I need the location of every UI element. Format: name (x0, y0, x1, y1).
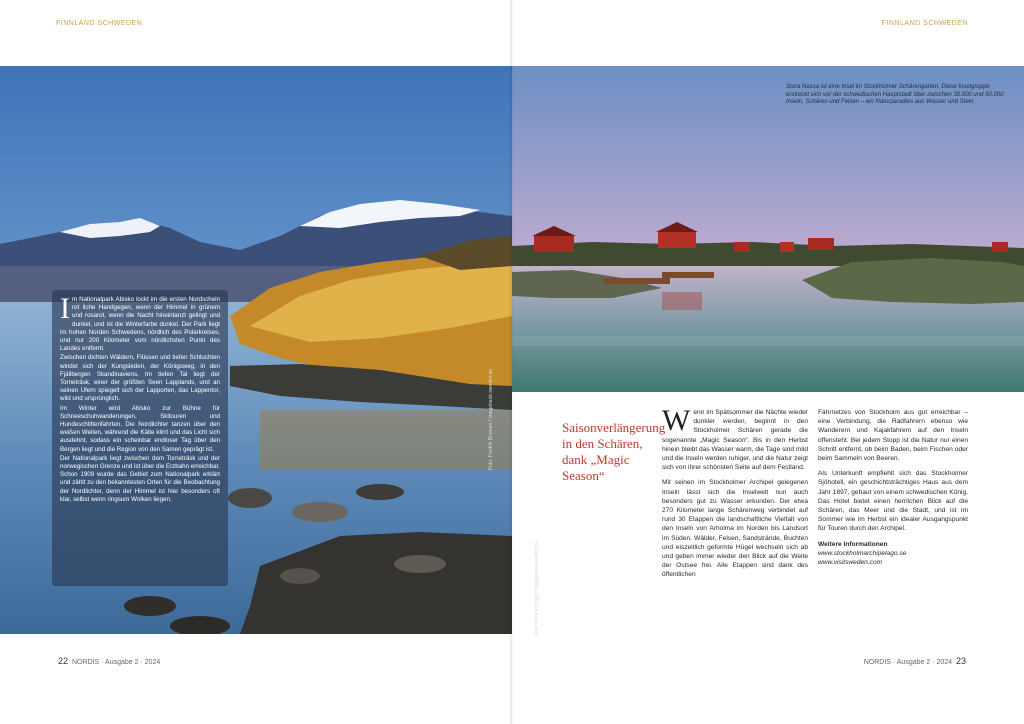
intro-paragraph: Zwischen dichten Wäldern, Flüssen und tiefen Schluchten windet sich der Kungsleden, der Königsweg, in den Fjällbergen Skandinaviens. Im tiefen Tal liegt der Torneträsk, einer der größten Seen Lapplands, und an seinen Ufern spiegelt sich der Lapporten, das Lappentor, wild und ursprünglich. (60, 354, 220, 403)
info-link[interactable]: www.visitsweden.com (818, 559, 883, 567)
magazine-footer-text: NORDIS · Ausgabe 2 · 2024 (863, 659, 953, 666)
article-column-1 (662, 404, 808, 586)
page-number: 22 (58, 656, 69, 666)
intro-paragraph: Im Winter wird Abisko zur Bühne für Schneeschuhwanderungen, Skitouren und Hundeschlittenfahrten. Die Nordlichter tanzen über den weißen Weiten, während die Kälte klirrt und das Licht sich ausdehnt, sodass ein scheinbar endloser Tag über den Bergen liegt und die Region von den Samen geprägt ist. (60, 404, 220, 453)
right-footer (864, 656, 968, 666)
article-paragraph: enn im Spätsommer die Nächte wieder dunkler werden, beginnt in den Stockholmer Schären gerade die sogenannte „Magic Season“. Bis in den Herbst hinein bleibt das Wasser warm, die Tage sind mild und die Inseln werden ruhiger, und die Natur zeigt sich von ihrer schönsten Seite auf dem Festland. (662, 409, 808, 472)
intro-paragraph: Der Nationalpark liegt zwischen dem Torneträsk und der norwegischen Grenze und ist über die Erzbahn erreichbar. Schon 1909 wurde das Gebiet zum Nationalpark erklärt und zählt zu den bekanntesten Orten für die Beobachtung der Nordlichter, denn der Himmel ist hier besonders oft klar, selbst wenn ringsum Wolken liegen. (60, 454, 220, 503)
spread-gutter (510, 0, 514, 724)
article-column-2 (818, 408, 968, 567)
article-paragraph: Mit seinen im Stockholmer Archipel gelegenen Inseln lässt sich die Inselwelt nun auch besonders gut zu Wasser erkunden. Der etwa 270 Kilometer lange Schärenweg verbindet auf rund 30 Etappen die landschaftliche Vielfalt von den Inseln von Arholma im Norden bis Landsort im Süden. Wälder, Felsen, Sandstrände, Buchten und eiszeitlich geformte Hügel wechseln sich ab und geben immer wieder den Blick auf die Weite der Ostsee frei. Alle Etappen sind dank des öffentlichen (662, 479, 808, 579)
dropcap-letter: W (662, 404, 691, 437)
info-heading: Weitere Informationen (818, 540, 888, 548)
dropcap-letter: I (60, 292, 70, 325)
photo-caption: Stora Nassa ist eine Insel im Stockholmer Schärengarten. Diese Inselgruppe erstreckt sich vor der schwedischen Hauptstadt über zwischen 30.000 und 50.000 Inseln, Schären und Felsen – ein Naturparadies aus Wasser und Stein. (786, 84, 1004, 106)
right-photo-credit: Foto: Henrik Trygg / imagebank.sweden.se (534, 540, 540, 636)
right-page (512, 0, 1024, 724)
intro-paragraph: m Nationalpark Abisko lockt im die ersten Nordschein rot liche Handgegen, wenn der Himmel in grünem und rosarot, wenn die Nacht hineintanzt gelingt und dunkel, und ist die Winterfarbe dunkel. Der Park liegt im hohen Norden Schwedens, nördlich des Polarkreises, und nur 200 Kilometer vom nördlichsten Punkt des Landes entfernt. (60, 296, 220, 353)
article-headline: Saisonverlängerung in den Schären, dank „Magic Season“ (562, 420, 666, 483)
article-paragraph: Als Unterkunft empfiehlt sich das Stockholmer Sjöhotell, ein geschichtsträchtiges Haus aus dem Jahr 1897, gebaut von einem schwedischen König. Das Hotel bietet einen herrlichen Blick auf die Schären, das Meer und die Stadt, und ist im Sommer wie im Herbst ein idealer Ausgangspunkt für Touren durch den Archipel. (818, 470, 968, 533)
info-link[interactable]: www.stockholmarchipelago.se (818, 549, 907, 557)
archipelago-sunset-photo (512, 66, 1024, 392)
page-number: 23 (955, 656, 966, 666)
article-paragraph: Fährnetzes von Stockholm aus gut erreichbar – eine Verbindung, die Radfahrern ebenso wie Wanderern und Kajakfahrern auf den Inseln offensteht. Bei jedem Stopp ist die Natur nur einen Schritt entfernt, ob beim Baden, beim Fischen oder beim Sammeln von Beeren. (818, 409, 968, 463)
magazine-footer-text: NORDIS · Ausgabe 2 · 2024 (71, 659, 161, 666)
intro-text-box (52, 290, 228, 586)
left-footer (56, 656, 160, 666)
left-section-label: FINNLAND SCHWEDEN (56, 20, 143, 27)
right-section-label: FINNLAND SCHWEDEN (881, 20, 968, 27)
left-photo-credit: Foto: Fredrik Broman / imagebank.sweden.se (488, 368, 494, 470)
